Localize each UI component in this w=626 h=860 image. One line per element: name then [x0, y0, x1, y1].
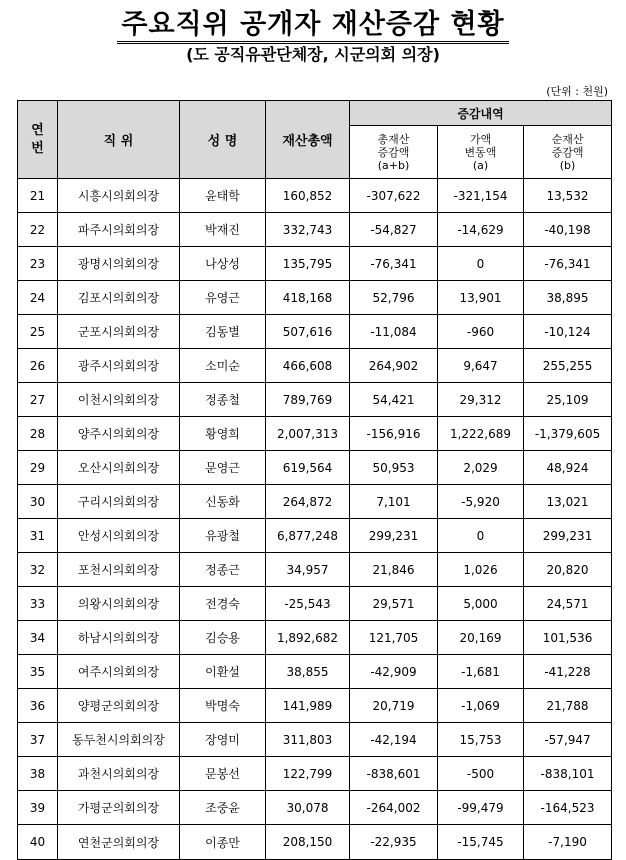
cell-price-change: -960	[438, 315, 524, 349]
cell-total: 34,957	[266, 553, 350, 587]
unit-label: (단위 : 천원)	[546, 85, 608, 98]
cell-name: 김동별	[180, 315, 266, 349]
cell-total: 6,877,248	[266, 519, 350, 553]
cell-no: 23	[18, 247, 58, 281]
cell-position: 여주시의회의장	[58, 655, 180, 689]
header-net-change-text: 순재산 증감액 (b)	[551, 132, 584, 172]
cell-name: 신동화	[180, 485, 266, 519]
cell-total: 418,168	[266, 281, 350, 315]
cell-name: 정종근	[180, 553, 266, 587]
cell-total: 332,743	[266, 213, 350, 247]
cell-no: 29	[18, 451, 58, 485]
header-total-change-text: 총재산 증감액 (a+b)	[377, 132, 410, 172]
cell-price-change: 1,222,689	[438, 417, 524, 451]
cell-price-change: -500	[438, 757, 524, 791]
cell-price-change: -15,745	[438, 825, 524, 860]
table-row	[18, 213, 612, 247]
cell-total-change: 21,846	[350, 553, 438, 587]
header-name: 성 명	[180, 101, 266, 179]
cell-position: 동두천시의회의장	[58, 723, 180, 757]
cell-position: 시흥시의회의장	[58, 179, 180, 213]
table-row	[18, 281, 612, 315]
cell-net-change: -57,947	[524, 723, 612, 757]
cell-total-change: 29,571	[350, 587, 438, 621]
cell-net-change: 20,820	[524, 553, 612, 587]
table-row	[18, 689, 612, 723]
header-no	[18, 101, 58, 179]
cell-no: 38	[18, 757, 58, 791]
cell-net-change: 21,788	[524, 689, 612, 723]
table-row	[18, 315, 612, 349]
cell-price-change: -14,629	[438, 213, 524, 247]
cell-price-change: -1,069	[438, 689, 524, 723]
cell-total: 619,564	[266, 451, 350, 485]
cell-net-change: -164,523	[524, 791, 612, 825]
cell-position: 의왕시의회의장	[58, 587, 180, 621]
cell-no: 21	[18, 179, 58, 213]
cell-total: 466,608	[266, 349, 350, 383]
cell-price-change: 1,026	[438, 553, 524, 587]
cell-no: 22	[18, 213, 58, 247]
header-total-change	[350, 126, 438, 179]
cell-position: 가평군의회의장	[58, 791, 180, 825]
table-row	[18, 485, 612, 519]
header-price-change	[438, 126, 524, 179]
cell-position: 양주시의회의장	[58, 417, 180, 451]
cell-net-change: -1,379,605	[524, 417, 612, 451]
table-row	[18, 451, 612, 485]
cell-price-change: 5,000	[438, 587, 524, 621]
cell-name: 정종철	[180, 383, 266, 417]
cell-name: 유영근	[180, 281, 266, 315]
cell-position: 과천시의회의장	[58, 757, 180, 791]
cell-total-change: 7,101	[350, 485, 438, 519]
header-no-text: 연 번	[31, 122, 44, 156]
cell-total: 311,803	[266, 723, 350, 757]
cell-name: 조중윤	[180, 791, 266, 825]
cell-total-change: -307,622	[350, 179, 438, 213]
table-row	[18, 553, 612, 587]
cell-total-change: -22,935	[350, 825, 438, 860]
cell-no: 24	[18, 281, 58, 315]
cell-total-change: -76,341	[350, 247, 438, 281]
cell-price-change: 2,029	[438, 451, 524, 485]
cell-price-change: 0	[438, 247, 524, 281]
cell-no: 28	[18, 417, 58, 451]
cell-net-change: 25,109	[524, 383, 612, 417]
cell-total-change: 264,902	[350, 349, 438, 383]
table-row	[18, 247, 612, 281]
cell-price-change: 0	[438, 519, 524, 553]
table-row	[18, 519, 612, 553]
header-price-change-text: 가액 변동액 (a)	[464, 132, 497, 172]
cell-position: 광명시의회의장	[58, 247, 180, 281]
cell-position: 연천군의회의장	[58, 825, 180, 860]
cell-name: 황영희	[180, 417, 266, 451]
cell-net-change: 255,255	[524, 349, 612, 383]
header-net-change	[524, 126, 612, 179]
cell-total-change: 50,953	[350, 451, 438, 485]
cell-name: 전경숙	[180, 587, 266, 621]
cell-position: 구리시의회의장	[58, 485, 180, 519]
cell-name: 문영근	[180, 451, 266, 485]
cell-total-change: -838,601	[350, 757, 438, 791]
cell-position: 김포시의회의장	[58, 281, 180, 315]
cell-no: 37	[18, 723, 58, 757]
cell-position: 군포시의회의장	[58, 315, 180, 349]
cell-total-change: 52,796	[350, 281, 438, 315]
cell-total: 30,078	[266, 791, 350, 825]
cell-net-change: 13,021	[524, 485, 612, 519]
cell-total: 160,852	[266, 179, 350, 213]
cell-name: 문봉선	[180, 757, 266, 791]
cell-net-change: 24,571	[524, 587, 612, 621]
header-change-group: 증감내역	[350, 101, 612, 126]
cell-net-change: 13,532	[524, 179, 612, 213]
cell-no: 31	[18, 519, 58, 553]
header-position: 직 위	[58, 101, 180, 179]
cell-name: 나상성	[180, 247, 266, 281]
page-subtitle: (도 공직유관단체장, 시군의회 의장)	[186, 45, 440, 64]
cell-no: 30	[18, 485, 58, 519]
cell-position: 이천시의회의장	[58, 383, 180, 417]
cell-total-change: 121,705	[350, 621, 438, 655]
cell-price-change: 29,312	[438, 383, 524, 417]
table-row	[18, 179, 612, 213]
table-row	[18, 791, 612, 825]
table-row	[18, 383, 612, 417]
table-row	[18, 757, 612, 791]
page-title-text: 주요직위 공개자 재산증감 현황	[117, 9, 508, 44]
cell-net-change: -41,228	[524, 655, 612, 689]
cell-name: 박명숙	[180, 689, 266, 723]
table-row	[18, 417, 612, 451]
cell-price-change: 20,169	[438, 621, 524, 655]
cell-name: 이종만	[180, 825, 266, 860]
table-row	[18, 621, 612, 655]
cell-total-change: -42,194	[350, 723, 438, 757]
cell-position: 하남시의회의장	[58, 621, 180, 655]
cell-no: 32	[18, 553, 58, 587]
table-body	[18, 179, 612, 860]
cell-total: 507,616	[266, 315, 350, 349]
cell-name: 유광철	[180, 519, 266, 553]
cell-total: 2,007,313	[266, 417, 350, 451]
cell-total: 264,872	[266, 485, 350, 519]
asset-change-table	[17, 100, 612, 860]
cell-no: 25	[18, 315, 58, 349]
cell-total-change: -11,084	[350, 315, 438, 349]
cell-no: 39	[18, 791, 58, 825]
cell-price-change: 13,901	[438, 281, 524, 315]
header-total: 재산총액	[266, 101, 350, 179]
cell-net-change: -40,198	[524, 213, 612, 247]
cell-total: 38,855	[266, 655, 350, 689]
cell-total: 1,892,682	[266, 621, 350, 655]
cell-total-change: 54,421	[350, 383, 438, 417]
cell-net-change: -10,124	[524, 315, 612, 349]
cell-total: -25,543	[266, 587, 350, 621]
cell-position: 양평군의회의장	[58, 689, 180, 723]
cell-net-change: 48,924	[524, 451, 612, 485]
table-row	[18, 349, 612, 383]
cell-position: 파주시의회의장	[58, 213, 180, 247]
cell-no: 33	[18, 587, 58, 621]
cell-total-change: -42,909	[350, 655, 438, 689]
cell-net-change: 38,895	[524, 281, 612, 315]
page-title	[0, 2, 626, 41]
cell-price-change: 15,753	[438, 723, 524, 757]
cell-total-change: -156,916	[350, 417, 438, 451]
cell-total-change: -264,002	[350, 791, 438, 825]
table-row	[18, 587, 612, 621]
cell-price-change: -321,154	[438, 179, 524, 213]
cell-total-change: 299,231	[350, 519, 438, 553]
cell-position: 오산시의회의장	[58, 451, 180, 485]
cell-net-change: 299,231	[524, 519, 612, 553]
cell-no: 40	[18, 825, 58, 860]
cell-name: 장영미	[180, 723, 266, 757]
cell-position: 광주시의회의장	[58, 349, 180, 383]
cell-total-change: -54,827	[350, 213, 438, 247]
cell-no: 26	[18, 349, 58, 383]
cell-total: 141,989	[266, 689, 350, 723]
cell-no: 27	[18, 383, 58, 417]
cell-name: 박재진	[180, 213, 266, 247]
table-row	[18, 655, 612, 689]
cell-total: 789,769	[266, 383, 350, 417]
cell-total: 122,799	[266, 757, 350, 791]
cell-no: 34	[18, 621, 58, 655]
table-row	[18, 723, 612, 757]
cell-net-change: -7,190	[524, 825, 612, 860]
cell-total: 208,150	[266, 825, 350, 860]
cell-no: 35	[18, 655, 58, 689]
cell-price-change: -99,479	[438, 791, 524, 825]
cell-price-change: -1,681	[438, 655, 524, 689]
cell-price-change: -5,920	[438, 485, 524, 519]
cell-name: 이환설	[180, 655, 266, 689]
cell-total-change: 20,719	[350, 689, 438, 723]
cell-no: 36	[18, 689, 58, 723]
cell-name: 김승용	[180, 621, 266, 655]
cell-position: 안성시의회의장	[58, 519, 180, 553]
cell-name: 윤태학	[180, 179, 266, 213]
cell-total: 135,795	[266, 247, 350, 281]
cell-name: 소미순	[180, 349, 266, 383]
table-row	[18, 825, 612, 860]
cell-net-change: 101,536	[524, 621, 612, 655]
cell-net-change: -838,101	[524, 757, 612, 791]
cell-position: 포천시의회의장	[58, 553, 180, 587]
cell-price-change: 9,647	[438, 349, 524, 383]
cell-net-change: -76,341	[524, 247, 612, 281]
